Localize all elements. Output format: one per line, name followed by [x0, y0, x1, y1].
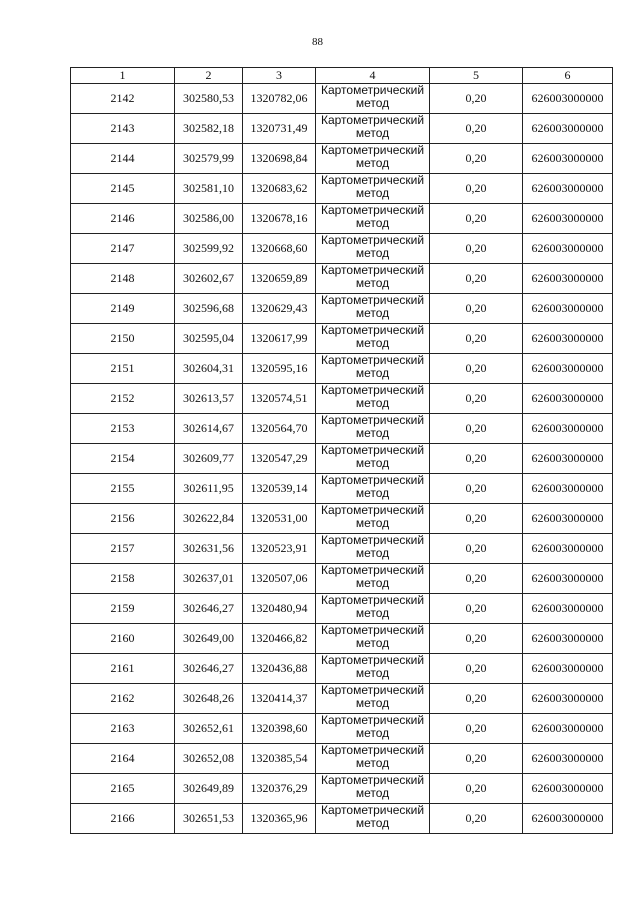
- point-number-cell: 2152: [71, 384, 175, 414]
- method-line1: Картометрический: [320, 803, 425, 817]
- accuracy-cell: 0,20: [430, 624, 523, 654]
- point-number-cell: 2154: [71, 444, 175, 474]
- x-coordinate-cell: 302586,00: [175, 204, 243, 234]
- method-line1: Картометрический: [320, 413, 425, 427]
- accuracy-cell: 0,20: [430, 384, 523, 414]
- method-line1: Картометрический: [320, 683, 425, 697]
- y-coordinate-cell: 1320507,06: [243, 564, 316, 594]
- accuracy-cell: 0,20: [430, 234, 523, 264]
- table-row: [71, 264, 613, 294]
- y-coordinate-cell: 1320539,14: [243, 474, 316, 504]
- code-cell: 626003000000: [523, 774, 613, 804]
- x-coordinate-cell: 302579,99: [175, 144, 243, 174]
- x-coordinate-cell: 302646,27: [175, 654, 243, 684]
- accuracy-cell: 0,20: [430, 594, 523, 624]
- method-line2: метод: [355, 756, 390, 770]
- accuracy-cell: 0,20: [430, 714, 523, 744]
- method-cell: [316, 624, 430, 654]
- method-line2: метод: [355, 306, 390, 320]
- point-number-cell: 2160: [71, 624, 175, 654]
- y-coordinate-cell: 1320731,49: [243, 114, 316, 144]
- table-row: [71, 354, 613, 384]
- method-cell: [316, 474, 430, 504]
- method-line1: Картометрический: [320, 293, 425, 307]
- method-cell: [316, 504, 430, 534]
- code-cell: 626003000000: [523, 414, 613, 444]
- method-cell: [316, 264, 430, 294]
- point-number-cell: 2164: [71, 744, 175, 774]
- method-cell: [316, 594, 430, 624]
- accuracy-cell: 0,20: [430, 564, 523, 594]
- code-cell: 626003000000: [523, 684, 613, 714]
- method-line1: Картометрический: [320, 443, 425, 457]
- point-number-cell: 2155: [71, 474, 175, 504]
- method-line1: Картометрический: [320, 743, 425, 757]
- code-cell: 626003000000: [523, 624, 613, 654]
- point-number-cell: 2158: [71, 564, 175, 594]
- method-line1: Картометрический: [320, 83, 425, 97]
- y-coordinate-cell: 1320564,70: [243, 414, 316, 444]
- method-cell: [316, 144, 430, 174]
- table-row: [71, 804, 613, 834]
- method-line2: метод: [355, 216, 390, 230]
- table-row: [71, 624, 613, 654]
- code-cell: 626003000000: [523, 204, 613, 234]
- point-number-cell: 2147: [71, 234, 175, 264]
- table-row: [71, 174, 613, 204]
- y-coordinate-cell: 1320595,16: [243, 354, 316, 384]
- x-coordinate-cell: 302651,53: [175, 804, 243, 834]
- point-number-cell: 2146: [71, 204, 175, 234]
- accuracy-cell: 0,20: [430, 654, 523, 684]
- accuracy-cell: 0,20: [430, 804, 523, 834]
- table-row: [71, 144, 613, 174]
- code-cell: 626003000000: [523, 654, 613, 684]
- method-line2: метод: [355, 156, 390, 170]
- y-coordinate-cell: 1320668,60: [243, 234, 316, 264]
- method-line2: метод: [355, 456, 390, 470]
- method-line1: Картометрический: [320, 593, 425, 607]
- table-row: [71, 594, 613, 624]
- accuracy-cell: 0,20: [430, 414, 523, 444]
- table-header-row: [71, 68, 613, 84]
- y-coordinate-cell: 1320629,43: [243, 294, 316, 324]
- column-header: 2: [175, 68, 243, 84]
- page-number: 88: [312, 36, 323, 48]
- point-number-cell: 2166: [71, 804, 175, 834]
- code-cell: 626003000000: [523, 534, 613, 564]
- table-row: [71, 654, 613, 684]
- point-number-cell: 2165: [71, 774, 175, 804]
- method-cell: [316, 114, 430, 144]
- method-line2: метод: [355, 726, 390, 740]
- accuracy-cell: 0,20: [430, 474, 523, 504]
- accuracy-cell: 0,20: [430, 204, 523, 234]
- x-coordinate-cell: 302648,26: [175, 684, 243, 714]
- x-coordinate-cell: 302646,27: [175, 594, 243, 624]
- y-coordinate-cell: 1320659,89: [243, 264, 316, 294]
- code-cell: 626003000000: [523, 174, 613, 204]
- y-coordinate-cell: 1320414,37: [243, 684, 316, 714]
- method-cell: [316, 294, 430, 324]
- method-line2: метод: [355, 366, 390, 380]
- accuracy-cell: 0,20: [430, 294, 523, 324]
- method-line2: метод: [355, 696, 390, 710]
- accuracy-cell: 0,20: [430, 264, 523, 294]
- method-line2: метод: [355, 126, 390, 140]
- code-cell: 626003000000: [523, 744, 613, 774]
- table-row: [71, 414, 613, 444]
- accuracy-cell: 0,20: [430, 354, 523, 384]
- code-cell: 626003000000: [523, 114, 613, 144]
- point-number-cell: 2142: [71, 84, 175, 114]
- method-cell: [316, 84, 430, 114]
- x-coordinate-cell: 302596,68: [175, 294, 243, 324]
- point-number-cell: 2143: [71, 114, 175, 144]
- coordinates-table: [70, 67, 613, 834]
- column-header: 5: [430, 68, 523, 84]
- point-number-cell: 2145: [71, 174, 175, 204]
- code-cell: 626003000000: [523, 504, 613, 534]
- method-line1: Картометрический: [320, 773, 425, 787]
- method-line1: Картометрический: [320, 263, 425, 277]
- accuracy-cell: 0,20: [430, 84, 523, 114]
- x-coordinate-cell: 302604,31: [175, 354, 243, 384]
- table-row: [71, 384, 613, 414]
- code-cell: 626003000000: [523, 354, 613, 384]
- point-number-cell: 2153: [71, 414, 175, 444]
- x-coordinate-cell: 302581,10: [175, 174, 243, 204]
- x-coordinate-cell: 302613,57: [175, 384, 243, 414]
- method-line2: метод: [355, 246, 390, 260]
- method-line2: метод: [355, 426, 390, 440]
- x-coordinate-cell: 302652,61: [175, 714, 243, 744]
- table-row: [71, 444, 613, 474]
- x-coordinate-cell: 302580,53: [175, 84, 243, 114]
- point-number-cell: 2150: [71, 324, 175, 354]
- accuracy-cell: 0,20: [430, 684, 523, 714]
- x-coordinate-cell: 302582,18: [175, 114, 243, 144]
- method-cell: [316, 684, 430, 714]
- x-coordinate-cell: 302614,67: [175, 414, 243, 444]
- y-coordinate-cell: 1320782,06: [243, 84, 316, 114]
- method-line1: Картометрический: [320, 113, 425, 127]
- method-cell: [316, 564, 430, 594]
- table-row: [71, 714, 613, 744]
- method-line1: Картометрический: [320, 233, 425, 247]
- point-number-cell: 2151: [71, 354, 175, 384]
- method-cell: [316, 714, 430, 744]
- point-number-cell: 2149: [71, 294, 175, 324]
- method-cell: [316, 534, 430, 564]
- method-cell: [316, 204, 430, 234]
- accuracy-cell: 0,20: [430, 174, 523, 204]
- method-line2: метод: [355, 186, 390, 200]
- method-line2: метод: [355, 666, 390, 680]
- method-line2: метод: [355, 636, 390, 650]
- method-line2: метод: [355, 96, 390, 110]
- point-number-cell: 2162: [71, 684, 175, 714]
- point-number-cell: 2159: [71, 594, 175, 624]
- method-line2: метод: [355, 336, 390, 350]
- table-row: [71, 114, 613, 144]
- x-coordinate-cell: 302622,84: [175, 504, 243, 534]
- table-row: [71, 474, 613, 504]
- y-coordinate-cell: 1320683,62: [243, 174, 316, 204]
- x-coordinate-cell: 302611,95: [175, 474, 243, 504]
- accuracy-cell: 0,20: [430, 444, 523, 474]
- method-cell: [316, 744, 430, 774]
- y-coordinate-cell: 1320678,16: [243, 204, 316, 234]
- code-cell: 626003000000: [523, 564, 613, 594]
- column-header: 6: [523, 68, 613, 84]
- point-number-cell: 2156: [71, 504, 175, 534]
- method-line1: Картометрический: [320, 353, 425, 367]
- method-cell: [316, 774, 430, 804]
- y-coordinate-cell: 1320547,29: [243, 444, 316, 474]
- method-line2: метод: [355, 816, 390, 830]
- code-cell: 626003000000: [523, 714, 613, 744]
- table-row: [71, 504, 613, 534]
- method-line1: Картометрический: [320, 203, 425, 217]
- accuracy-cell: 0,20: [430, 774, 523, 804]
- code-cell: 626003000000: [523, 444, 613, 474]
- code-cell: 626003000000: [523, 324, 613, 354]
- method-line1: Картометрический: [320, 503, 425, 517]
- table-row: [71, 564, 613, 594]
- x-coordinate-cell: 302649,00: [175, 624, 243, 654]
- y-coordinate-cell: 1320480,94: [243, 594, 316, 624]
- code-cell: 626003000000: [523, 234, 613, 264]
- method-line2: метод: [355, 276, 390, 290]
- accuracy-cell: 0,20: [430, 144, 523, 174]
- table-row: [71, 324, 613, 354]
- method-line2: метод: [355, 606, 390, 620]
- method-line2: метод: [355, 516, 390, 530]
- point-number-cell: 2157: [71, 534, 175, 564]
- x-coordinate-cell: 302649,89: [175, 774, 243, 804]
- accuracy-cell: 0,20: [430, 324, 523, 354]
- method-line2: метод: [355, 546, 390, 560]
- point-number-cell: 2161: [71, 654, 175, 684]
- point-number-cell: 2144: [71, 144, 175, 174]
- y-coordinate-cell: 1320398,60: [243, 714, 316, 744]
- method-cell: [316, 354, 430, 384]
- y-coordinate-cell: 1320376,29: [243, 774, 316, 804]
- x-coordinate-cell: 302652,08: [175, 744, 243, 774]
- table-row: [71, 84, 613, 114]
- code-cell: 626003000000: [523, 804, 613, 834]
- y-coordinate-cell: 1320436,88: [243, 654, 316, 684]
- code-cell: 626003000000: [523, 294, 613, 324]
- table-row: [71, 534, 613, 564]
- method-cell: [316, 414, 430, 444]
- code-cell: 626003000000: [523, 594, 613, 624]
- method-line1: Картометрический: [320, 653, 425, 667]
- y-coordinate-cell: 1320617,99: [243, 324, 316, 354]
- method-line1: Картометрический: [320, 473, 425, 487]
- accuracy-cell: 0,20: [430, 504, 523, 534]
- method-cell: [316, 804, 430, 834]
- method-cell: [316, 324, 430, 354]
- y-coordinate-cell: 1320385,54: [243, 744, 316, 774]
- point-number-cell: 2163: [71, 714, 175, 744]
- method-cell: [316, 384, 430, 414]
- method-line2: метод: [355, 576, 390, 590]
- table-row: [71, 744, 613, 774]
- method-line1: Картометрический: [320, 173, 425, 187]
- table-row: [71, 294, 613, 324]
- y-coordinate-cell: 1320523,91: [243, 534, 316, 564]
- x-coordinate-cell: 302602,67: [175, 264, 243, 294]
- method-line1: Картометрический: [320, 713, 425, 727]
- column-header: 3: [243, 68, 316, 84]
- y-coordinate-cell: 1320365,96: [243, 804, 316, 834]
- table-body: [71, 84, 613, 834]
- x-coordinate-cell: 302595,04: [175, 324, 243, 354]
- method-cell: [316, 654, 430, 684]
- x-coordinate-cell: 302631,56: [175, 534, 243, 564]
- x-coordinate-cell: 302609,77: [175, 444, 243, 474]
- method-line2: метод: [355, 396, 390, 410]
- code-cell: 626003000000: [523, 84, 613, 114]
- accuracy-cell: 0,20: [430, 744, 523, 774]
- code-cell: 626003000000: [523, 264, 613, 294]
- table-row: [71, 774, 613, 804]
- method-line2: метод: [355, 486, 390, 500]
- method-cell: [316, 174, 430, 204]
- code-cell: 626003000000: [523, 144, 613, 174]
- method-line1: Картометрический: [320, 323, 425, 337]
- method-cell: [316, 234, 430, 264]
- code-cell: 626003000000: [523, 384, 613, 414]
- method-line2: метод: [355, 786, 390, 800]
- x-coordinate-cell: 302599,92: [175, 234, 243, 264]
- method-line1: Картометрический: [320, 563, 425, 577]
- column-header: 4: [316, 68, 430, 84]
- method-line1: Картометрический: [320, 533, 425, 547]
- method-line1: Картометрический: [320, 623, 425, 637]
- column-header: 1: [71, 68, 175, 84]
- y-coordinate-cell: 1320466,82: [243, 624, 316, 654]
- y-coordinate-cell: 1320574,51: [243, 384, 316, 414]
- method-line1: Картометрический: [320, 143, 425, 157]
- method-line1: Картометрический: [320, 383, 425, 397]
- y-coordinate-cell: 1320531,00: [243, 504, 316, 534]
- accuracy-cell: 0,20: [430, 534, 523, 564]
- accuracy-cell: 0,20: [430, 114, 523, 144]
- y-coordinate-cell: 1320698,84: [243, 144, 316, 174]
- table-row: [71, 234, 613, 264]
- x-coordinate-cell: 302637,01: [175, 564, 243, 594]
- table-row: [71, 684, 613, 714]
- method-cell: [316, 444, 430, 474]
- point-number-cell: 2148: [71, 264, 175, 294]
- code-cell: 626003000000: [523, 474, 613, 504]
- table-row: [71, 204, 613, 234]
